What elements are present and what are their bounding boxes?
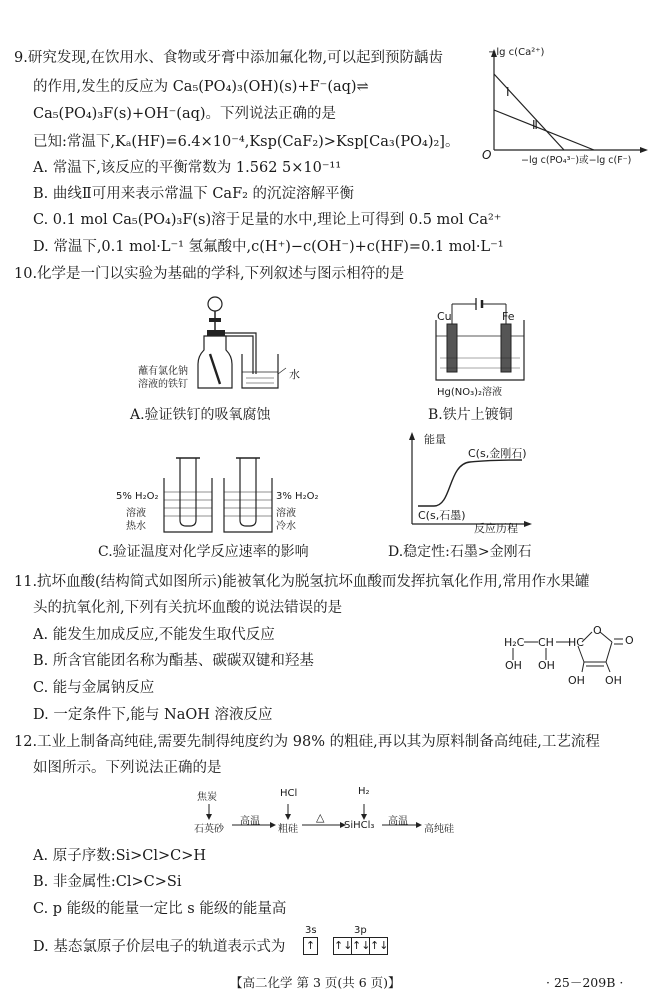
q10-c-left-label-2: 溶液: [126, 508, 146, 519]
q10-c-right-label-1: 3% H₂O₂: [276, 491, 319, 502]
q12-flow-delta: △: [316, 811, 325, 824]
q12-option-a: A. 原子序数:Si>Cl>C>H: [33, 848, 207, 864]
orbital-box-3p-3: ↑↓: [369, 937, 388, 955]
q10-b-fe-label: Fe: [502, 310, 515, 323]
q10-d-diamond-label: C(s,金刚石): [468, 447, 527, 460]
q12-option-b: B. 非金属性:Cl>C>Si: [33, 874, 182, 890]
q10-stem: 10.化学是一门以实验为基础的学科,下列叙述与图示相符的是: [14, 266, 405, 282]
q10-d-xlabel: 反应历程: [474, 522, 518, 535]
q10-c-right-label-2: 溶液: [276, 508, 296, 519]
q10-c-right-label-3: 冷水: [276, 521, 296, 532]
orbital-box-3p-1: ↑↓: [333, 937, 352, 955]
q10-b-solution-label: Hg(NO₃)₂溶液: [437, 387, 503, 398]
q12-flow-hightemp-1: 高温: [240, 816, 260, 827]
q12-flow-hightemp-2: 高温: [388, 816, 408, 827]
q11-stem-line1: 11.抗坏血酸(结构简式如图所示)能被氧化为脱氢抗坏血酸而发挥抗氧化作用,常用作水果罐: [14, 574, 590, 590]
q12-option-d: D. 基态氯原子价层电子的轨道表示式为: [33, 939, 286, 955]
q12-flow-coke: 焦炭: [197, 792, 217, 803]
q9-option-d: D. 常温下,0.1 mol·L⁻¹ 氢氟酸中,c(H⁺)−c(OH⁻)+c(HF)=0.1 mol·L⁻¹: [33, 239, 504, 255]
q9-graph-ylabel: −lg c(Ca²⁺): [488, 47, 545, 58]
orbital-box-3s: ↑: [303, 937, 318, 955]
q10-d-graphite-label: C(s,石墨): [418, 509, 466, 522]
q12-flow-hcl: HCl: [280, 788, 298, 799]
q9-option-b: B. 曲线Ⅱ可用来表示常温下 CaF₂ 的沉淀溶解平衡: [33, 186, 355, 202]
q10-c-apparatus: [162, 452, 282, 542]
q12-orbital-3s-box: [303, 937, 317, 955]
q11-stem-line2: 头的抗氧化剂,下列有关抗坏血酸的说法错误的是: [33, 600, 343, 616]
q11-option-c: C. 能与金属钠反应: [33, 680, 155, 696]
q9-option-a: A. 常温下,该反应的平衡常数为 1.562 5×10⁻¹¹: [33, 160, 342, 176]
curve-2-line: [494, 110, 594, 150]
q10-a-label-2: 溶液的铁钉: [138, 379, 188, 390]
q10-d-ylabel: 能量: [424, 433, 446, 446]
q10-c-left-label-1: 5% H₂O₂: [116, 491, 159, 502]
q11-struct-keto-o: O: [625, 634, 634, 647]
q10-a-caption: A.验证铁钉的吸氧腐蚀: [130, 407, 271, 423]
q9-graph-xlabel: −lg c(PO₄³⁻)或−lg c(F⁻): [521, 155, 632, 166]
q9-graph-curve2-label: Ⅱ: [532, 118, 538, 132]
q11-option-b: B. 所含官能团名称为酯基、碳碳双键和羟基: [33, 653, 314, 669]
q11-struct-h2c: H₂C: [504, 636, 525, 649]
q11-struct-oh-4: OH: [605, 674, 622, 687]
q9-graph-origin: O: [482, 148, 492, 162]
q10-a-label-1: 蘸有氯化钠: [138, 366, 188, 377]
q11-struct-ring-o: O: [593, 624, 602, 637]
q11-struct-oh-1: OH: [505, 659, 522, 672]
q9-graph-curve1-label: Ⅰ: [506, 85, 510, 99]
q12-flow-pure-si: 高纯硅: [424, 824, 454, 835]
q10-b-cu-label: Cu: [437, 310, 452, 323]
q10-b-caption: B.铁片上镀铜: [428, 407, 513, 423]
page-footer-code: · 25－209B ·: [546, 975, 624, 990]
q11-option-d: D. 一定条件下,能与 NaOH 溶液反应: [33, 707, 273, 723]
q10-a-apparatus: [180, 288, 292, 394]
q12-flow-crude-si: 粗硅: [278, 824, 298, 835]
q12-stem-line1: 12.工业上制备高纯硅,需要先制得纯度约为 98% 的粗硅,再以其为原料制备高纯硅,工艺流程: [14, 734, 600, 750]
q11-option-a: A. 能发生加成反应,不能发生取代反应: [33, 627, 275, 643]
q9-stem-line1: 9.研究发现,在饮用水、食物或牙膏中添加氟化物,可以起到预防龋齿: [14, 50, 444, 66]
q12-flow-sihcl3: SiHCl₃: [344, 820, 375, 831]
q12-orbital-3p-label: 3p: [354, 925, 367, 936]
q12-flow-h2: H₂: [358, 786, 370, 797]
q9-given: 已知:常温下,Kₐ(HF)=6.4×10⁻⁴,Ksp(CaF₂)>Ksp[Ca₃(PO₄)₂]。: [33, 134, 460, 150]
q12-orbital-3p-boxes: [333, 937, 387, 955]
q11-struct-oh-3: OH: [568, 674, 585, 687]
q9-stem-line2: 的作用,发生的反应为 Ca₅(PO₄)₃(OH)(s)+F⁻(aq)⇌: [33, 79, 369, 95]
orbital-box-3p-2: ↑↓: [351, 937, 370, 955]
q11-struct-hc: HC: [568, 636, 584, 649]
q11-struct-oh-2: OH: [538, 659, 555, 672]
q12-stem-line2: 如图所示。下列说法正确的是: [33, 760, 222, 776]
q12-option-c: C. p 能级的能量一定比 s 能级的能量高: [33, 901, 287, 917]
q12-orbital-3s-label: 3s: [305, 925, 317, 936]
page-footer-center: 【高二化学 第 3 页(共 6 页)】: [230, 975, 401, 990]
curve-1-line: [494, 74, 564, 150]
q10-c-left-label-3: 热水: [126, 521, 146, 532]
q11-struct-ch: CH: [538, 636, 554, 649]
q10-a-water-label: 水: [289, 368, 300, 381]
q9-option-c: C. 0.1 mol Ca₅(PO₄)₃F(s)溶于足量的水中,理论上可得到 0.5 mol Ca²⁺: [33, 212, 502, 228]
q10-d-caption: D.稳定性:石墨>金刚石: [388, 544, 532, 560]
q12-flow-quartz: 石英砂: [194, 824, 224, 835]
q10-c-caption: C.验证温度对化学反应速率的影响: [98, 544, 309, 560]
q9-stem-line3: Ca₅(PO₄)₃F(s)+OH⁻(aq)。下列说法正确的是: [33, 106, 337, 122]
